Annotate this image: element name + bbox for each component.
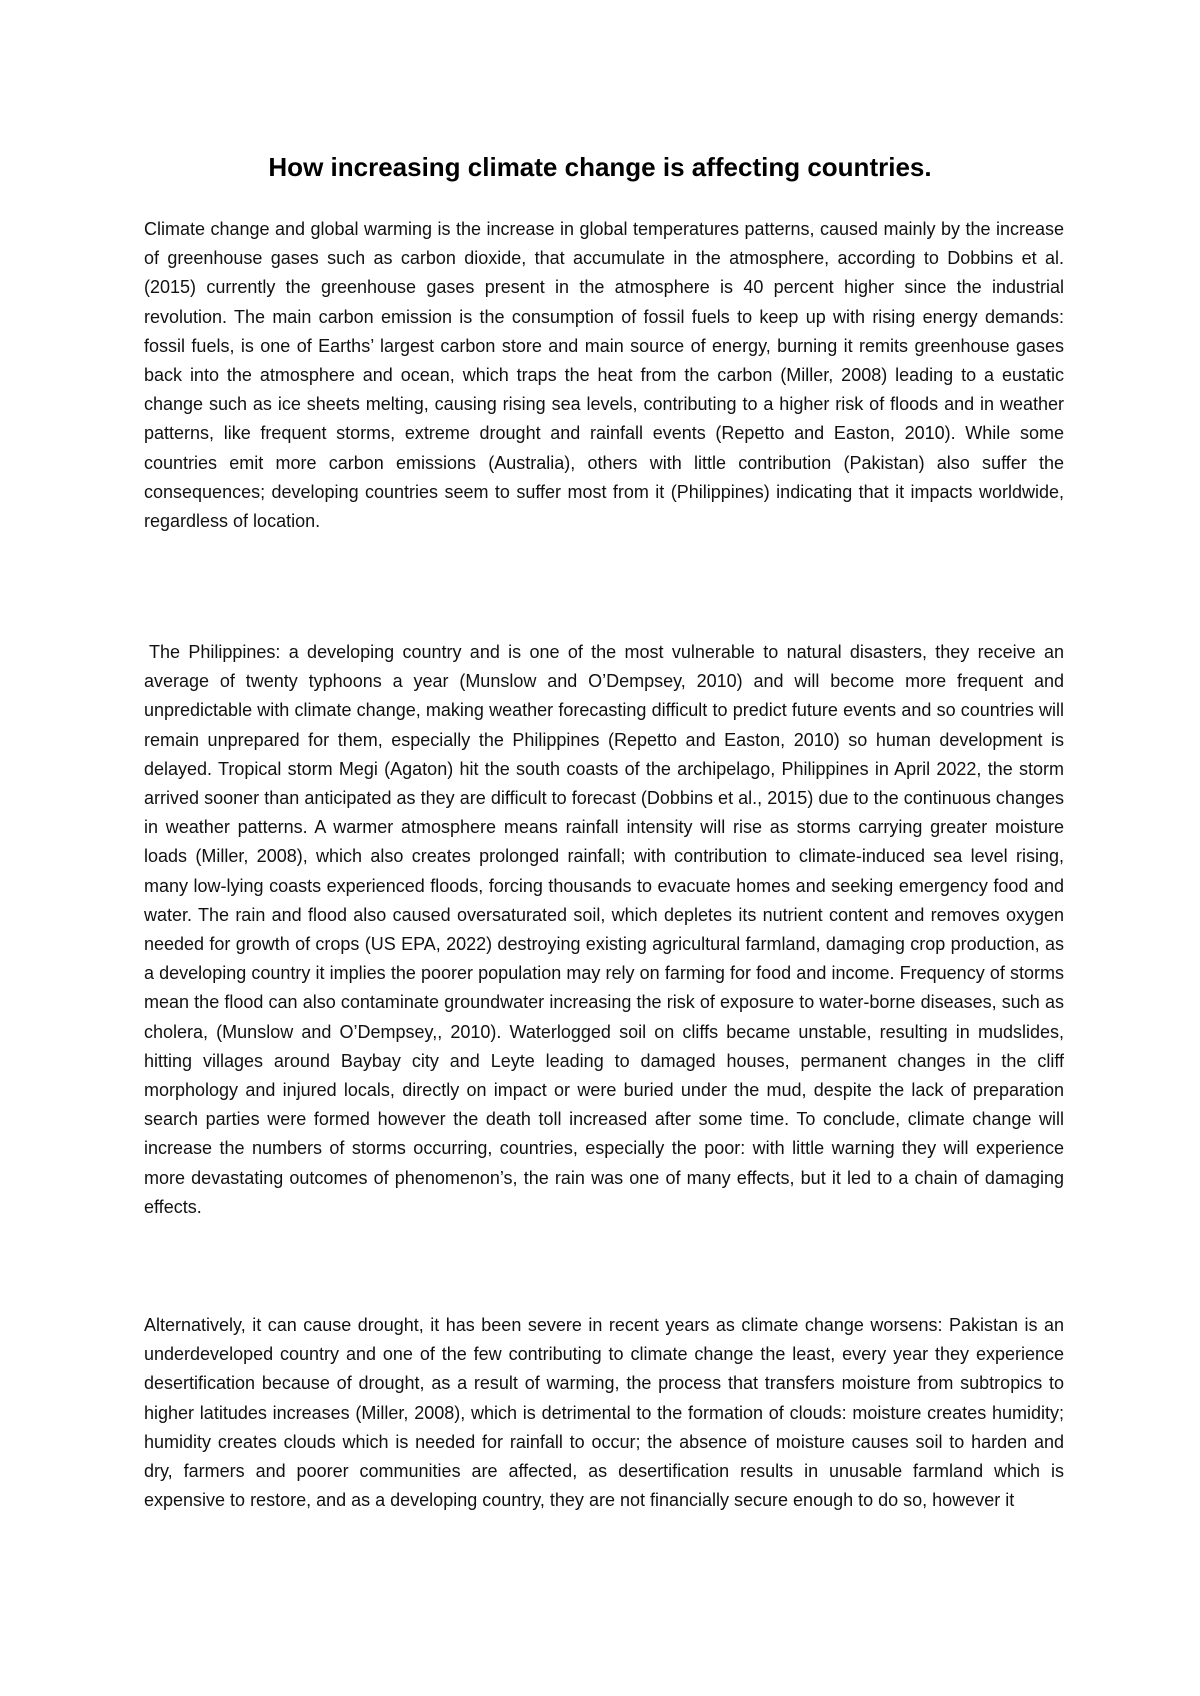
paragraph-drought-pakistan: Alternatively, it can cause drought, it has been severe in recent years as climate change worsens: Pakistan is an underdeveloped country and one of the few contributing to climate change the least, every year they experience desertification because of drought, as a result of warming, the process that transfers moisture from subtropics to higher latitudes increases (Miller, 2008), which is detrimental to the formation of clouds: moisture creates humidity; humidity creates clouds which is needed for rainfall to occur; the absence of moisture causes soil to harden and dry, farmers and poorer communities are affected, as desertification results in unusable farmland which is expensive to restore, and as a developing country, they are not financially secure enough to do so, however it [144,1315,1064,1511]
paragraph-introduction: Climate change and global warming is the increase in global temperatures patterns, caused mainly by the increase of greenhouse gases such as carbon dioxide, that accumulate in the atmosphere, according to Dobbins et al. (2015) currently the greenhouse gases present in the atmosphere is 40 percent higher since the industrial revolution. The main carbon emission is the consumption of fossil fuels to keep up with rising energy demands: fossil fuels, is one of Earths’ largest carbon store and main source of energy, burning it remits greenhouse gases back into the atmosphere and ocean, which traps the heat from the carbon (Miller, 2008) leading to a eustatic change such as ice sheets melting, causing rising sea levels, contributing to a higher risk of floods and in weather patterns, like frequent storms, extreme drought and rainfall events (Repetto and Easton, 2010). While some countries emit more carbon emissions (Australia), others with little contribution (Pakistan) also suffer the consequences; developing countries seem to suffer most from it (Philippines) indicating that it impacts worldwide, regardless of location. [144,219,1064,532]
paragraph-philippines: The Philippines: a developing country and is one of the most vulnerable to natural disasters, they receive an average of twenty typhoons a year (Munslow and O’Dempsey, 2010) and will become more frequent and unpredictable with climate change, making weather forecasting difficult to predict future events and so countries will remain unprepared for them, especially the Philippines (Repetto and Easton, 2010) so human development is delayed. Tropical storm Megi (Agaton) hit the south coasts of the archipelago, Philippines in April 2022, the storm arrived sooner than anticipated as they are difficult to forecast (Dobbins et al., 2015) due to the continuous changes in weather patterns. A warmer atmosphere means rainfall intensity will rise as storms carrying greater moisture loads (Miller, 2008), which also creates prolonged rainfall; with contribution to climate-induced sea level rising, many low-lying coasts experienced floods, forcing thousands to evacuate homes and seeking emergency food and water. The rain and flood also caused oversaturated soil, which depletes its nutrient content and removes oxygen needed for growth of crops (US EPA, 2022) destroying existing agricultural farmland, damaging crop production, as a developing country it implies the poorer population may rely on farming for food and income. Frequency of storms mean the flood can also contaminate groundwater increasing the risk of exposure to water-borne diseases, such as cholera, (Munslow and O’Dempsey,, 2010). Waterlogged soil on cliffs became unstable, resulting in mudslides, hitting villages around Baybay city and Leyte leading to damaged houses, permanent changes in the cliff morphology and injured locals, directly on impact or were buried under the mud, despite the lack of preparation search parties were formed however the death toll increased after some time. To conclude, climate change will increase the numbers of storms occurring, countries, especially the poor: with little warning they will experience more devastating outcomes of phenomenon’s, the rain was one of many effects, but it led to a chain of damaging effects. [144,642,1064,1217]
document-title: How increasing climate change is affecting countries. [268,152,932,182]
